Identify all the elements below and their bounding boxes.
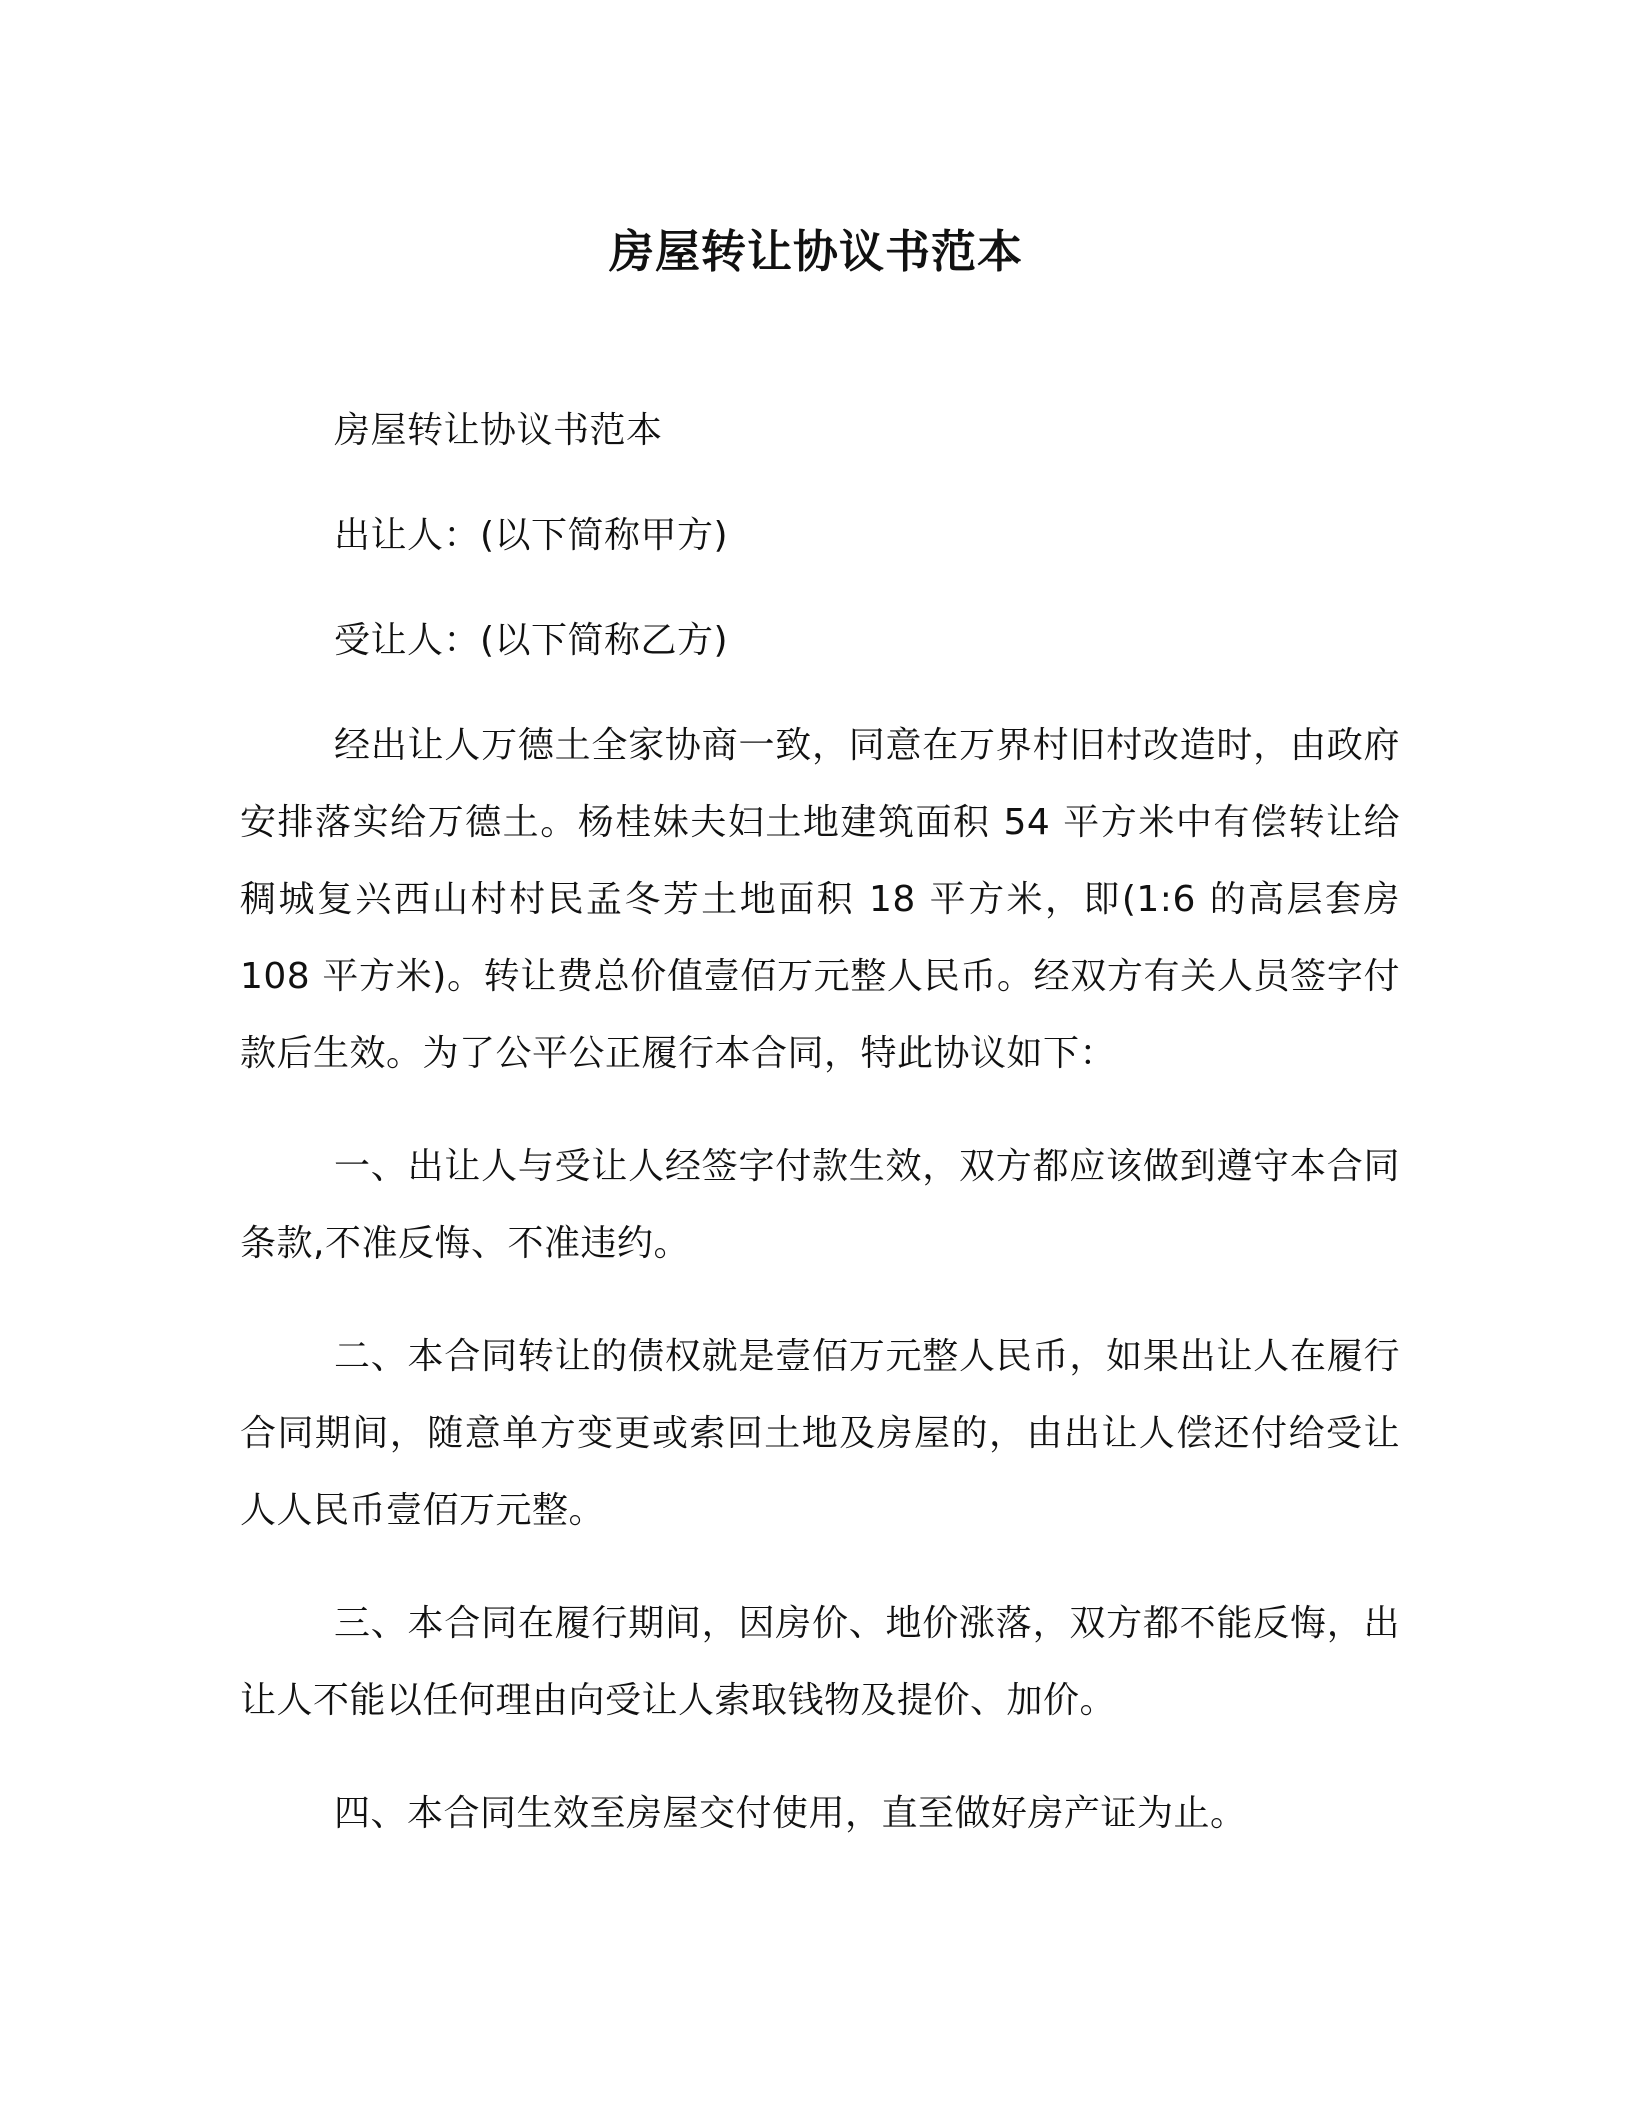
paragraph-transferor: 出让人：(以下简称甲方) [334,515,729,556]
paragraph-preamble: 经出让人万德土全家协商一致，同意在万界村旧村改造时，由政府安排落实给万德土。杨桂妹夫妇土地建筑面积 54 平方米中有偿转让给稠城复兴西山村村民孟冬芳土地面积 18 平方米，即(1:6 的高层套房 108 平方米)。转让费总价值壹佰万元整人民币。经双方有关人员签字付款后生效。为了公平公正履行本合同，特此协议如下： [240,725,1400,1074]
paragraph-transferee: 受让人：(以下简称乙方) [334,620,729,661]
paragraph-subtitle: 房屋转让协议书范本 [334,410,663,451]
paragraph-clause-4: 四、本合同生效至房屋交付使用，直至做好房产证为止。 [334,1793,1247,1834]
document-body [240,392,1400,1888]
paragraph-clause-2: 二、本合同转让的债权就是壹佰万元整人民币，如果出让人在履行合同期间，随意单方变更或索回土地及房屋的，由出让人偿还付给受让人人民币壹佰万元整。 [240,1336,1400,1531]
paragraph-clause-3: 三、本合同在履行期间，因房价、地价涨落，双方都不能反悔，出让人不能以任何理由向受让人索取钱物及提价、加价。 [240,1603,1400,1721]
paragraph-clause-1: 一、出让人与受让人经签字付款生效，双方都应该做到遵守本合同条款,不准反悔、不准违约。 [240,1146,1400,1264]
document-title: 房屋转让协议书范本 [608,225,1023,278]
